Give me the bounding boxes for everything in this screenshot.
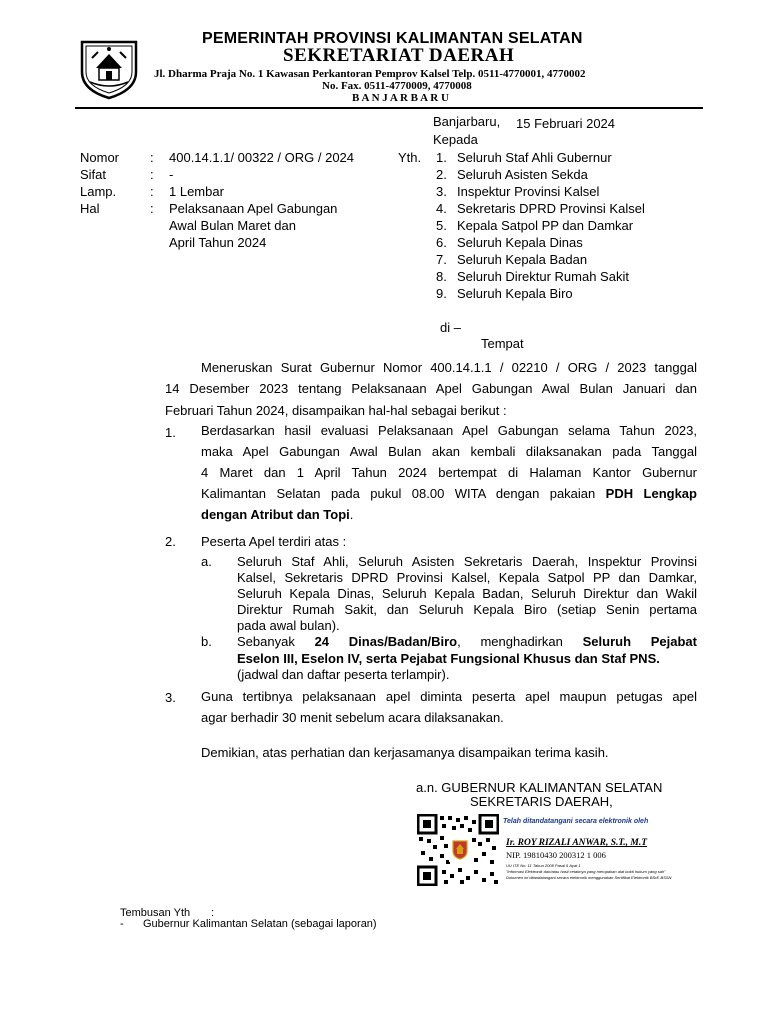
- yth-label: Yth.: [398, 150, 422, 165]
- letterhead-fax: No. Fax. 0511-4770009, 4770008: [322, 80, 472, 92]
- tempat-label: Tempat: [481, 336, 524, 351]
- item1-line: [201, 504, 697, 525]
- item2b-emphasis: Seluruh Pejabat: [582, 634, 697, 649]
- di-label: di –: [440, 320, 461, 335]
- closing-line: Demikian, atas perhatian dan kerjasamanya disampaikan terima kasih.: [201, 745, 609, 760]
- item2a-line: Direktur Rumah Sakit, dan Seluruh Kepala Biro (setiap Senin pertama: [237, 602, 697, 617]
- list-item-number: 6.: [436, 235, 447, 250]
- item3-line: Guna tertibnya pelaksanaan apel diminta peserta apel maupun petugas apel: [201, 689, 697, 704]
- esign-footnote: "Informasi Elektronik dan/atau hasil cetaknya yang merupakan alat bukti hukum yang sah": [506, 869, 666, 874]
- intro-line: Meneruskan Surat Gubernur Nomor 400.14.1.1 / 02210 / ORG / 2023 tanggal: [201, 360, 697, 375]
- letterhead-city: B A N J A R B A R U: [352, 92, 449, 104]
- meta-colon: :: [150, 150, 154, 165]
- signature-position: SEKRETARIS DAERAH,: [470, 794, 613, 809]
- emblem-stamp-icon: [452, 840, 468, 860]
- item1-line: [201, 483, 697, 504]
- meta-label: Sifat: [80, 167, 107, 182]
- item-number: 2.: [165, 534, 176, 549]
- signer-nip: NIP. 19810430 200312 1 006: [506, 850, 606, 860]
- letterhead-government: PEMERINTAH PROVINSI KALIMANTAN SELATAN: [202, 30, 583, 47]
- kepada-label: Kepada: [433, 132, 478, 147]
- cc-colon: :: [211, 907, 215, 919]
- letter-date: 15 Februari 2024: [516, 116, 616, 131]
- esign-footnote: UU ITE No. 11 Tahun 2008 Pasal 5 Ayat 1: [506, 863, 581, 868]
- item2a-line: Kalsel, Sekretaris DPRD Provinsi Kalsel, Kepala Satpol PP dan Damkar,: [237, 570, 697, 585]
- item2a-line: Seluruh Kepala Dinas, Seluruh Kepala Badan, Seluruh Direktur dan Wakil: [237, 586, 697, 601]
- esign-footnote: Dokumen ini ditandatangani secara elektronik menggunakan Sertifikat Elektronik BSrE-BSSN: [506, 875, 672, 880]
- letterhead-rule: [75, 107, 703, 109]
- list-item-number: 9.: [436, 286, 447, 301]
- item2b-line: (jadwal dan daftar peserta terlampir).: [237, 667, 450, 682]
- meta-label: Lamp.: [80, 184, 117, 199]
- item1-end: .: [349, 507, 354, 522]
- cc-title: Tembusan Yth: [120, 907, 191, 919]
- subitem-letter: b.: [201, 634, 212, 649]
- intro-line: Februari Tahun 2024, disampaikan hal-hal sebagai berikut :: [165, 403, 507, 418]
- item2a-line: pada awal bulan).: [237, 618, 340, 633]
- meta-sifat-value: -: [169, 167, 174, 182]
- item1-emphasis: dengan Atribut dan Topi: [201, 507, 350, 522]
- list-item: Inspektur Provinsi Kalsel: [457, 184, 600, 199]
- province-emblem-icon: [76, 38, 142, 100]
- meta-nomor-value: 400.14.1.1/ 00322 / ORG / 2024: [169, 150, 355, 165]
- list-item-number: 4.: [436, 201, 447, 216]
- esign-label: Telah ditandatangani secara elektronik oleh: [503, 818, 649, 825]
- item-number: 3.: [165, 690, 176, 705]
- list-item: Seluruh Direktur Rumah Sakit: [457, 269, 629, 284]
- meta-colon: :: [150, 201, 154, 216]
- item2b-line: [237, 634, 697, 649]
- item1-emphasis: PDH Lengkap: [605, 486, 697, 501]
- signature-title: a.n. GUBERNUR KALIMANTAN SELATAN: [416, 780, 663, 795]
- meta-hal-value: Awal Bulan Maret dan: [169, 218, 296, 233]
- meta-colon: :: [150, 184, 154, 199]
- list-item-number: 3.: [436, 184, 447, 199]
- item1-text: Kalimantan Selatan pada pukul 08.00 WITA dengan pakaian: [201, 486, 606, 501]
- item2b-emphasis: 24 Dinas/Badan/Biro: [314, 634, 458, 649]
- subitem-letter: a.: [201, 554, 212, 569]
- letter-place: Banjarbaru,: [433, 114, 501, 129]
- list-item-number: 8.: [436, 269, 447, 284]
- intro-line: 14 Desember 2023 tentang Pelaksanaan Apel Gabungan Awal Bulan Januari dan: [165, 381, 697, 396]
- item-number: 1.: [165, 425, 176, 440]
- item2b-text: , menghadirkan: [457, 634, 583, 649]
- item2b-text: Sebanyak: [237, 634, 315, 649]
- item3-line: agar berhadir 30 menit sebelum acara dilaksanakan.: [201, 710, 504, 725]
- item2a-line: Seluruh Staf Ahli, Seluruh Asisten Sekretaris Daerah, Inspektur Provinsi: [237, 554, 697, 569]
- item2b-emphasis: Eselon III, Eselon IV, serta Pejabat Fungsional Khusus dan Staf PNS.: [237, 651, 660, 666]
- meta-lamp-value: 1 Lembar: [169, 184, 224, 199]
- list-item-number: 5.: [436, 218, 447, 233]
- cc-item: Gubernur Kalimantan Selatan (sebagai laporan): [143, 918, 377, 930]
- item2-title: Peserta Apel terdiri atas :: [201, 534, 347, 549]
- meta-hal-value: Pelaksanaan Apel Gabungan: [169, 201, 338, 216]
- list-item: Seluruh Asisten Sekda: [457, 167, 588, 182]
- item1-line: Berdasarkan hasil evaluasi Pelaksanaan Apel Gabungan selama Tahun 2023,: [201, 423, 697, 438]
- list-item: Seluruh Staf Ahli Gubernur: [457, 150, 612, 165]
- item1-line: maka Apel Gabungan Awal Bulan akan kembali dilaksanakan pada Tanggal: [201, 444, 697, 459]
- list-item: Seluruh Kepala Dinas: [457, 235, 583, 250]
- meta-label: Nomor: [80, 150, 120, 165]
- meta-label: Hal: [80, 201, 100, 216]
- cc-dash: -: [120, 918, 124, 930]
- meta-hal-value: April Tahun 2024: [169, 235, 267, 250]
- list-item: Sekretaris DPRD Provinsi Kalsel: [457, 201, 645, 216]
- list-item-number: 7.: [436, 252, 447, 267]
- meta-colon: :: [150, 167, 154, 182]
- list-item: Kepala Satpol PP dan Damkar: [457, 218, 634, 233]
- list-item-number: 2.: [436, 167, 447, 182]
- signer-name: Ir. ROY RIZALI ANWAR, S.T., M.T: [506, 838, 648, 848]
- item1-line: 4 Maret dan 1 April Tahun 2024 bertempat di Halaman Kantor Gubernur: [201, 465, 697, 480]
- list-item: Seluruh Kepala Badan: [457, 252, 588, 267]
- letterhead-secretariat: SEKRETARIAT DAERAH: [283, 45, 515, 66]
- list-item: Seluruh Kepala Biro: [457, 286, 573, 301]
- list-item-number: 1.: [436, 150, 447, 165]
- letterhead-address: Jl. Dharma Praja No. 1 Kawasan Perkantoran Pemprov Kalsel Telp. 0511-4770001, 4770002: [154, 68, 586, 80]
